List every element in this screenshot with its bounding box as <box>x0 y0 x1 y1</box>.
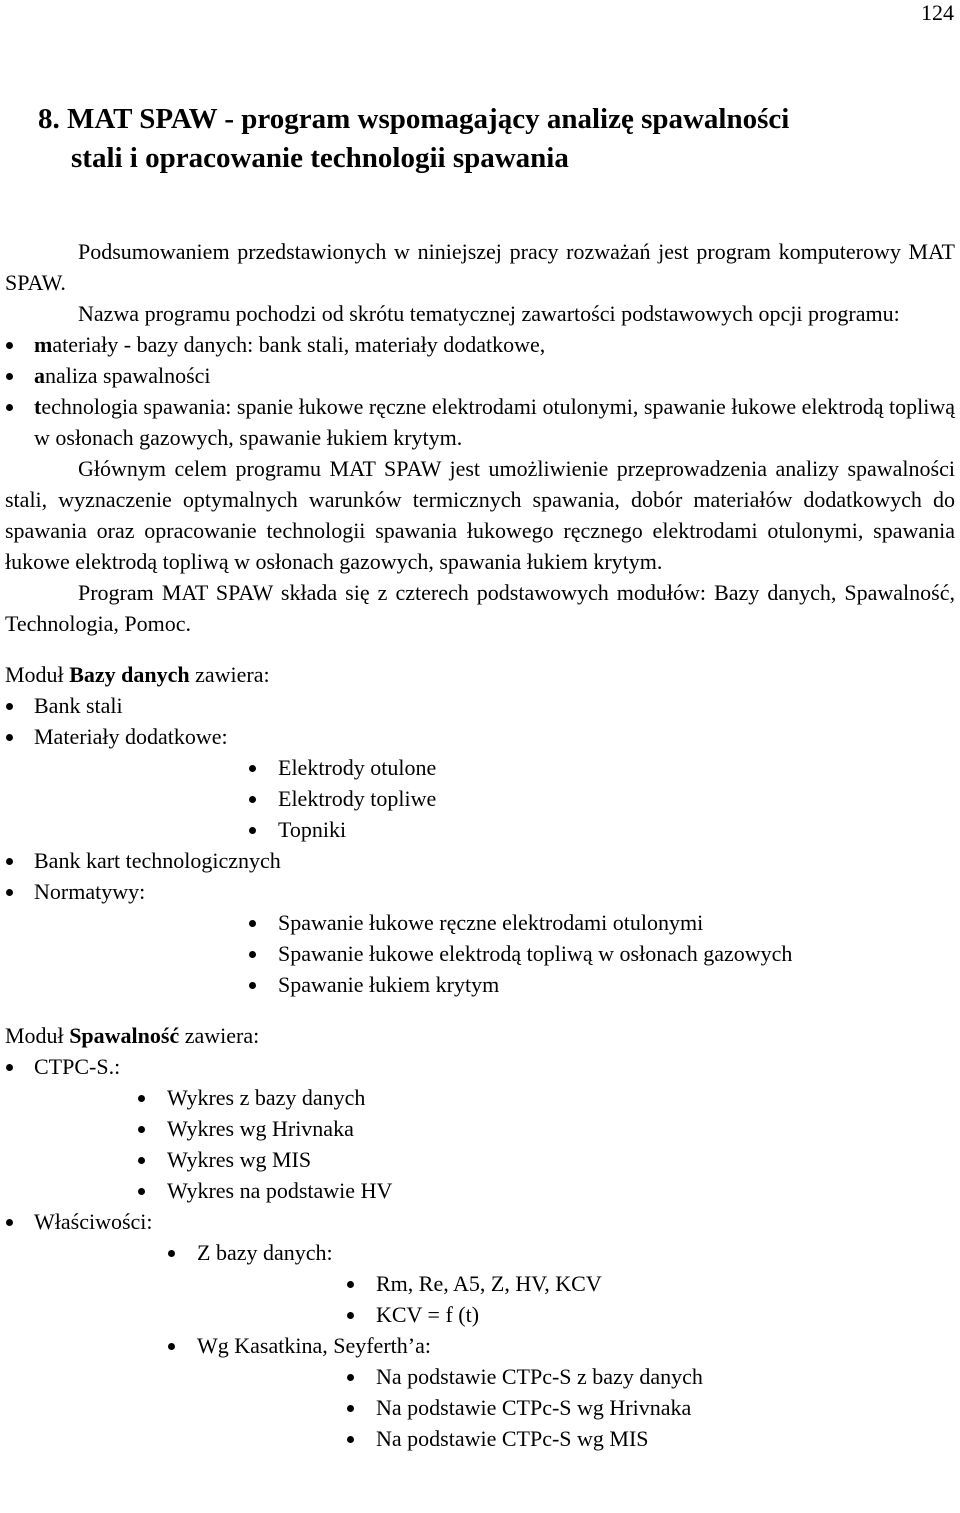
chapter-heading-line2: stali i opracowanie technologii spawania <box>71 142 569 174</box>
sublist-item <box>168 1237 955 1330</box>
sublist-item <box>249 752 955 783</box>
list-item-label: Materiały dodatkowe: <box>34 724 228 749</box>
goal-paragraph: Głównym celem programu MAT SPAW jest umożliwienie przeprowadzenia analizy spawalności stali, wyznaczenie optymalnych warunków termicznych spawania, dobór materiałów dodatkowych do spawania oraz opracowanie technologii spawania łukowego ręcznego elektrodami otulonymi, spawania łukowe elektrodą topliwą w osłonach gazowych, spawania łukiem krytym. <box>5 456 955 574</box>
bullet-icon <box>6 734 13 741</box>
sub-sublist-item-label: Na podstawie CTPc-S wg Hrivnaka <box>376 1395 692 1420</box>
page-content <box>5 236 955 1454</box>
list-item-label: Normatywy: <box>34 879 146 904</box>
bullet-icon <box>138 1126 145 1133</box>
sublist-item-label: Wykres na podstawie HV <box>167 1178 393 1203</box>
module-spawalnosc-list <box>5 1051 955 1454</box>
sub-sublist-item <box>347 1361 955 1392</box>
sublist-item <box>138 1175 955 1206</box>
module-prefix: Moduł <box>5 1023 70 1048</box>
sublist <box>249 752 955 845</box>
module-name: Bazy danych <box>69 662 190 687</box>
bullet-icon <box>249 765 256 772</box>
sub-sublist <box>347 1361 955 1454</box>
modules-paragraph: Program MAT SPAW składa się z czterech podstawowych modułów: Bazy danych, Spawalność, Technologia, Pomoc. <box>5 580 955 636</box>
module-bazy-heading <box>5 659 955 690</box>
sublist-item <box>138 1113 955 1144</box>
sublist-item-label: Topniki <box>278 817 347 842</box>
option-item <box>5 329 955 360</box>
sub-sublist <box>347 1268 955 1330</box>
module-spawalnosc-heading <box>5 1020 955 1051</box>
bullet-icon <box>249 796 256 803</box>
sublist <box>168 1237 955 1454</box>
sublist-item <box>138 1144 955 1175</box>
bullet-icon <box>347 1312 354 1319</box>
list-item-label: Bank stali <box>34 693 123 718</box>
sub-sublist-item-label: Na podstawie CTPc-S wg MIS <box>376 1426 649 1451</box>
sublist-item <box>249 907 955 938</box>
option-item <box>5 391 955 453</box>
bullet-icon <box>138 1188 145 1195</box>
sub-sublist-item-label: Rm, Re, A5, Z, HV, KCV <box>376 1271 602 1296</box>
option-key: m <box>34 332 53 357</box>
bullet-icon <box>249 982 256 989</box>
sub-sublist-item <box>347 1268 955 1299</box>
sublist-item-label: Wg Kasatkina, Seyferth’a: <box>197 1333 431 1358</box>
list-item <box>5 876 955 1000</box>
bullet-icon <box>138 1157 145 1164</box>
bullet-icon <box>249 827 256 834</box>
page-number: 124 <box>921 0 954 25</box>
chapter-heading-line1: 8. MAT SPAW - program wspomagający analizę spawalności <box>38 103 790 135</box>
bullet-icon <box>6 404 13 411</box>
bullet-icon <box>6 342 13 349</box>
module-suffix: zawiera: <box>189 662 270 687</box>
option-item <box>5 360 955 391</box>
bullet-icon <box>347 1374 354 1381</box>
list-item <box>5 845 955 876</box>
chapter-heading <box>38 100 938 178</box>
option-text: echnologia spawania: spanie łukowe ręczne elektrodami otulonymi, spawanie łukowe elektrodą topliwą w osłonach gazowych, spawanie łukiem krytym. <box>34 394 955 450</box>
sublist <box>138 1082 955 1206</box>
sub-sublist-item <box>347 1299 955 1330</box>
bullet-icon <box>6 373 13 380</box>
bullet-icon <box>347 1405 354 1412</box>
bullet-icon <box>347 1281 354 1288</box>
module-bazy-list <box>5 690 955 1000</box>
sublist-item <box>249 969 955 1000</box>
sublist-item-label: Spawanie łukowe elektrodą topliwą w osłonach gazowych <box>278 941 793 966</box>
sublist-item-label: Z bazy danych: <box>197 1240 333 1265</box>
sublist-item-label: Spawanie łukiem krytym <box>278 972 500 997</box>
sublist-item <box>249 783 955 814</box>
sublist-item-label: Wykres wg MIS <box>167 1147 312 1172</box>
list-item-label: CTPC-S.: <box>34 1054 121 1079</box>
bullet-icon <box>249 951 256 958</box>
list-item-label: Właściwości: <box>34 1209 153 1234</box>
bullet-icon <box>138 1095 145 1102</box>
bullet-icon <box>249 920 256 927</box>
option-text: ateriały - bazy danych: bank stali, materiały dodatkowe, <box>52 332 546 357</box>
module-name: Spawalność <box>69 1023 180 1048</box>
bullet-icon <box>6 1219 13 1226</box>
bullet-icon <box>6 889 13 896</box>
sub-sublist-item-label: KCV = f (t) <box>376 1302 480 1327</box>
bullet-icon <box>347 1436 354 1443</box>
option-text: naliza spawalności <box>45 363 211 388</box>
list-item-label: Bank kart technologicznych <box>34 848 281 873</box>
sublist <box>249 907 955 1000</box>
sublist-item-label: Wykres wg Hrivnaka <box>167 1116 354 1141</box>
list-item <box>5 1206 955 1454</box>
sublist-item <box>138 1082 955 1113</box>
sublist-item <box>249 938 955 969</box>
list-item <box>5 721 955 845</box>
sublist-item <box>249 814 955 845</box>
sublist-item-label: Elektrody otulone <box>278 755 437 780</box>
option-key: a <box>34 363 45 388</box>
bullet-icon <box>168 1250 175 1257</box>
sublist-item-label: Elektrody topliwe <box>278 786 437 811</box>
bullet-icon <box>6 1064 13 1071</box>
options-list <box>5 329 955 453</box>
list-item <box>5 1051 955 1206</box>
sub-sublist-item-label: Na podstawie CTPc-S z bazy danych <box>376 1364 703 1389</box>
option-key: t <box>34 394 42 419</box>
bullet-icon <box>168 1343 175 1350</box>
sublist-item <box>168 1330 955 1454</box>
bullet-icon <box>6 858 13 865</box>
sub-sublist-item <box>347 1423 955 1454</box>
name-paragraph: Nazwa programu pochodzi od skrótu tematycznej zawartości podstawowych opcji programu: <box>78 301 900 326</box>
module-suffix: zawiera: <box>179 1023 260 1048</box>
sub-sublist-item <box>347 1392 955 1423</box>
sublist-item-label: Wykres z bazy danych <box>167 1085 366 1110</box>
list-item <box>5 690 955 721</box>
module-prefix: Moduł <box>5 662 70 687</box>
sublist-item-label: Spawanie łukowe ręczne elektrodami otulonymi <box>278 910 704 935</box>
bullet-icon <box>6 703 13 710</box>
intro-paragraph: Podsumowaniem przedstawionych w niniejszej pracy rozważań jest program komputerowy MAT SPAW. <box>5 239 955 295</box>
